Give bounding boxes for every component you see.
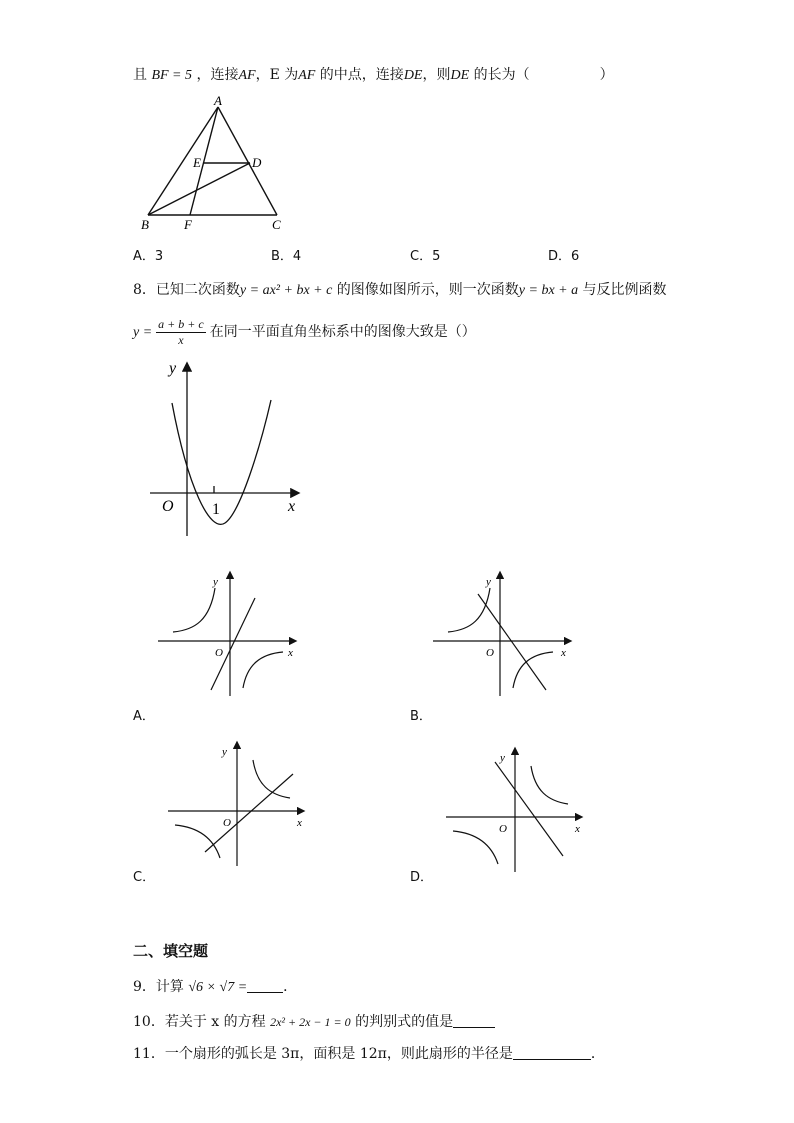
linear-expr: y = bx + a [518,283,579,298]
option-c-graph [165,740,315,870]
label-F: F [184,217,192,232]
svg-text:y: y [222,746,227,758]
label-B: B [141,217,149,232]
q10-text: 10．若关于 x 的方程 2x² + 2x − 1 = 0 的判别式的值是 [133,1013,495,1031]
parabola-graph [140,358,310,543]
q7-option-c[interactable]: C．5 [410,249,441,264]
q7-option-a[interactable]: A．3 [133,249,164,264]
q8-option-c[interactable]: C． [133,870,156,885]
q8-option-a[interactable]: A． [133,709,155,724]
label-D: D [252,155,262,170]
q8-option-d[interactable]: D． [410,870,434,885]
option-b-graph [430,570,580,700]
q9-expr: √6 × √7 = [188,980,248,995]
main-tick-one: 1 [212,501,220,518]
option-a-graph [155,570,305,700]
main-x-label: x [288,498,296,515]
section-fill-in-title: 二、填空题 [133,942,209,960]
q11-text: 11．一个扇形的弧长是 3π，面积是 12π，则此扇形的半径是 ． [133,1046,605,1062]
svg-text:O: O [486,647,494,659]
svg-text:O: O [499,823,507,835]
q8-option-b[interactable]: B． [410,709,432,724]
svg-text:x: x [297,817,302,829]
svg-text:O: O [223,817,231,829]
label-A: A [214,93,222,108]
q9-answer-blank[interactable] [247,978,283,993]
option-d-graph [443,746,593,876]
svg-text:y: y [486,576,491,588]
label-C: C [272,217,281,232]
q7-text: 且 BF = 5 ，连接AF，E 为AF 的中点，连接DE，则DE 的长为（ ） [133,67,614,83]
main-origin-label: O [162,498,174,515]
triangle-figure [130,95,300,235]
q7-option-d[interactable]: D．6 [548,249,580,264]
q8-text-line1: 8．已知二次函数y = ax² + bx + c 的图像如图所示，则一次函数y = bx + a 与反比例函数 [133,282,667,298]
svg-text:x: x [288,647,293,659]
bf-eq: BF = 5 [151,68,193,83]
svg-text:x: x [561,647,566,659]
svg-text:O: O [215,647,223,659]
q8-text-line2: y = $\frac{a + b + c}{x}$ 在同一平面直角坐标系中的图像大致是（） [133,316,476,347]
quadratic-expr: y = ax² + bx + c [239,283,333,298]
main-y-label: y [169,360,177,377]
inverse-fraction: $\frac{a + b + c}{x}$ [158,316,204,347]
svg-text:y: y [213,576,218,588]
q10-answer-blank[interactable] [453,1013,495,1028]
label-E: E [193,155,201,170]
q11-answer-blank[interactable] [513,1045,591,1060]
svg-text:x: x [575,823,580,835]
q10-expr: 2x² + 2x − 1 = 0 [270,1015,351,1029]
q9-text: 9．计算 √6 × √7 = ． [133,979,298,995]
q7-option-b[interactable]: B．4 [271,249,302,264]
svg-text:y: y [500,752,505,764]
